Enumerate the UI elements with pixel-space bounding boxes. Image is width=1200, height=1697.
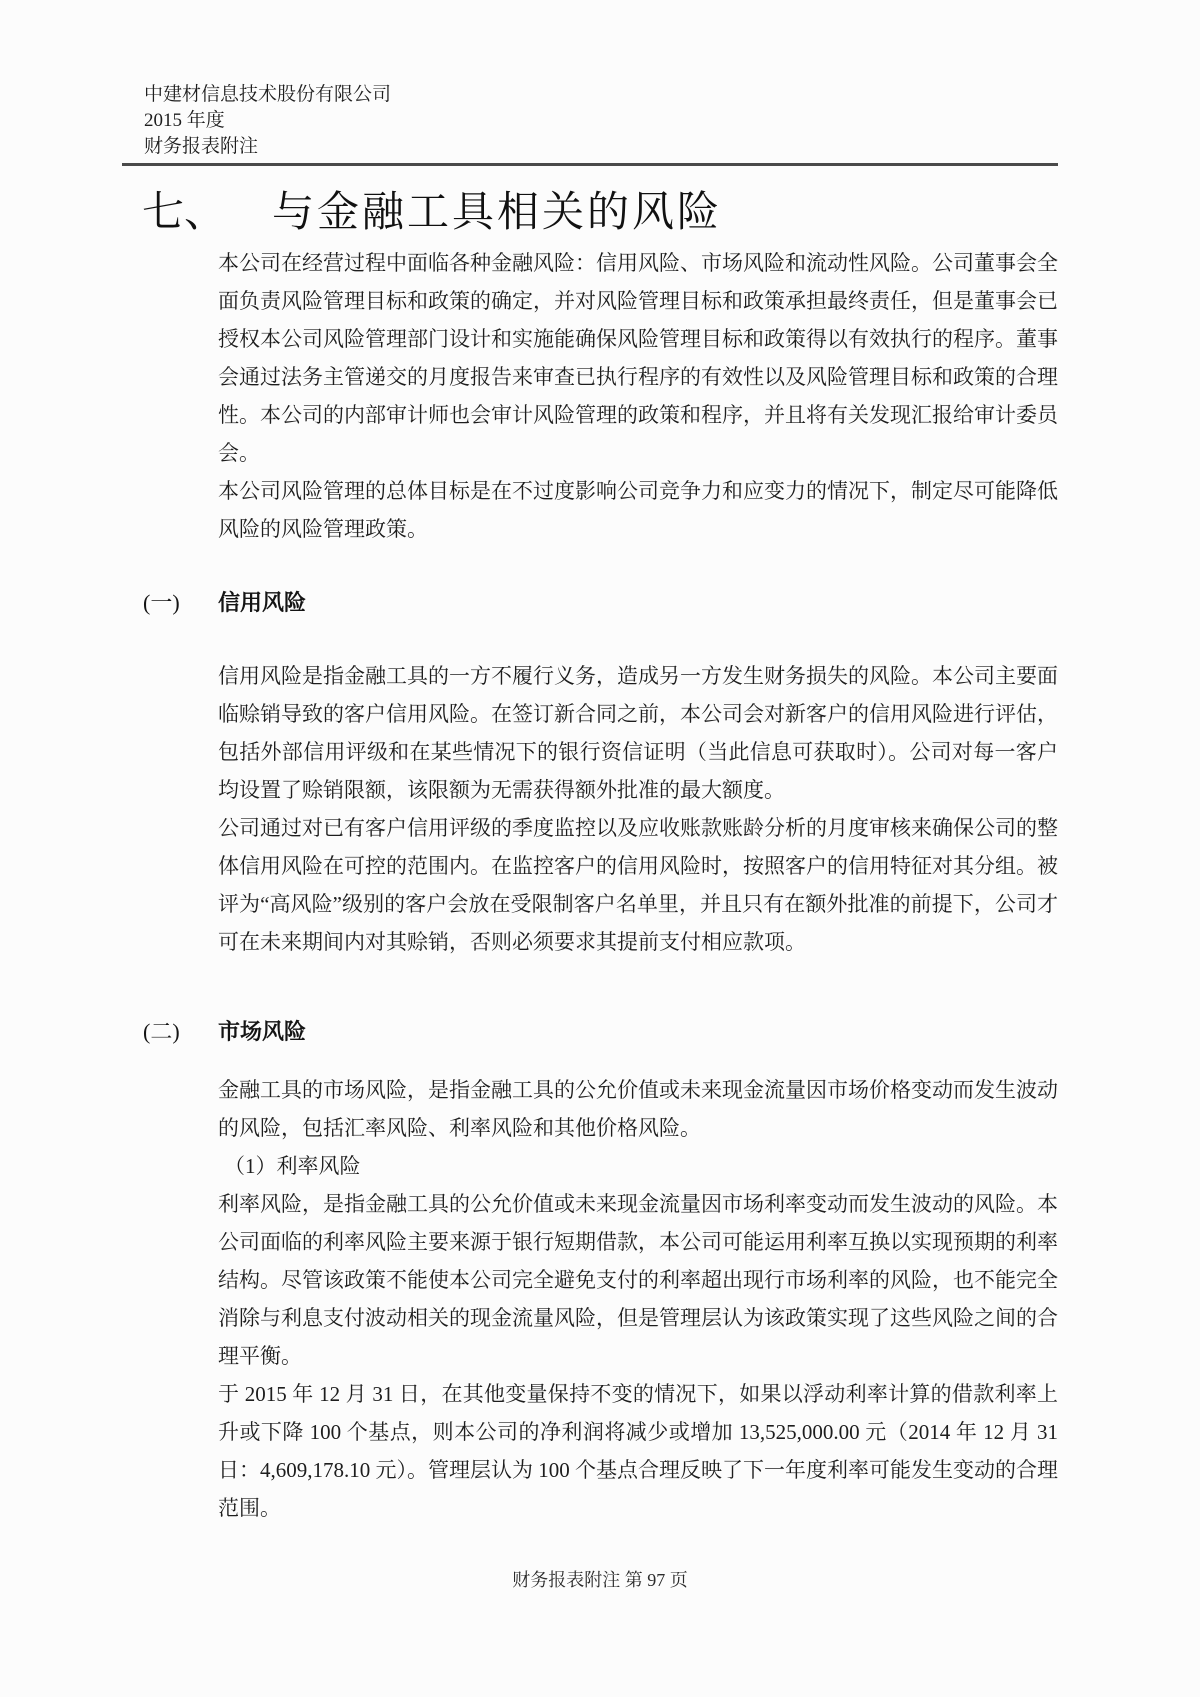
header-divider: [122, 163, 1058, 166]
interest-rate-paragraph-1: 利率风险，是指金融工具的公允价值或未来现金流量因市场利率变动而发生波动的风险。本公司面临的利率风险主要来源于银行短期借款，本公司可能运用利率互换以实现预期的利率结构。尽管该政策不能使本公司完全避免支付的利率超出现行市场利率的风险，也不能完全消除与利息支付波动相关的现金流量风险，但是管理层认为该政策实现了这些风险之间的合理平衡。: [218, 1192, 1058, 1368]
market-risk-paragraph-1: 金融工具的市场风险，是指金融工具的公允价值或未来现金流量因市场价格变动而发生波动的风险，包括汇率风险、利率风险和其他价格风险。: [218, 1078, 1058, 1140]
section-2-label: (二): [143, 1019, 180, 1044]
report-type: 财务报表附注: [144, 136, 259, 157]
footer-text: 财务报表附注 第 97 页: [512, 1570, 688, 1590]
intro-paragraph-1: 本公司在经营过程中面临各种金融风险：信用风险、市场风险和流动性风险。公司董事会全面负责风险管理目标和政策的确定，并对风险管理目标和政策承担最终责任，但是董事会已授权本公司风险管理部门设计和实施能确保风险管理目标和政策得以有效执行的程序。董事会通过法务主管递交的月度报告来审查已执行程序的有效性以及风险管理目标和政策的合理性。本公司的内部审计师也会审计风险管理的政策和程序，并且将有关发现汇报给审计委员会。: [218, 251, 1058, 465]
subsection-heading-interest-rate: （1）利率风险: [224, 1154, 361, 1178]
chapter-heading: [142, 190, 1200, 236]
document-header: [144, 0, 1200, 160]
chapter-number: 七、: [142, 190, 227, 236]
section-2-heading: [143, 1017, 1200, 1047]
section-1-title: 信用风险: [218, 590, 307, 615]
credit-risk-paragraph-1: 信用风险是指金融工具的一方不履行义务，造成另一方发生财务损失的风险。本公司主要面临赊销导致的客户信用风险。在签订新合同之前，本公司会对新客户的信用风险进行评估，包括外部信用评级和在某些情况下的银行资信证明（当此信息可获取时）。公司对每一客户均设置了赊销限额，该限额为无需获得额外批准的最大额度。: [218, 664, 1058, 802]
section-1-heading: [143, 588, 1200, 618]
company-name: 中建材信息技术股份有限公司: [144, 84, 392, 105]
section-2-title: 市场风险: [218, 1019, 307, 1044]
credit-risk-paragraph-2: 公司通过对已有客户信用评级的季度监控以及应收账款账龄分析的月度审核来确保公司的整体信用风险在可控的范围内。在监控客户的信用风险时，按照客户的信用特征对其分组。被评为“高风险”级别的客户会放在受限制客户名单里，并且只有在额外批准的前提下，公司才可在未来期间内对其赊销，否则必须要求其提前支付相应款项。: [218, 816, 1058, 954]
interest-rate-paragraph-2: 于 2015 年 12 月 31 日，在其他变量保持不变的情况下，如果以浮动利率计算的借款利率上升或下降 100 个基点，则本公司的净利润将减少或增加 13,525,000.00 元（2014 年 12 月 31 日：4,609,178.10 元）。管理层认为 100 个基点合理反映了下一年度利率可能发生变动的合理范围。: [218, 1382, 1058, 1520]
chapter-title: 与金融工具相关的风险: [272, 190, 723, 236]
intro-paragraph-2: 本公司风险管理的总体目标是在不过度影响公司竞争力和应变力的情况下，制定尽可能降低风险的风险管理政策。: [218, 479, 1058, 541]
fiscal-year: 2015 年度: [144, 110, 225, 131]
page-footer: [0, 1566, 1200, 1592]
section-1-label: (一): [143, 590, 180, 615]
